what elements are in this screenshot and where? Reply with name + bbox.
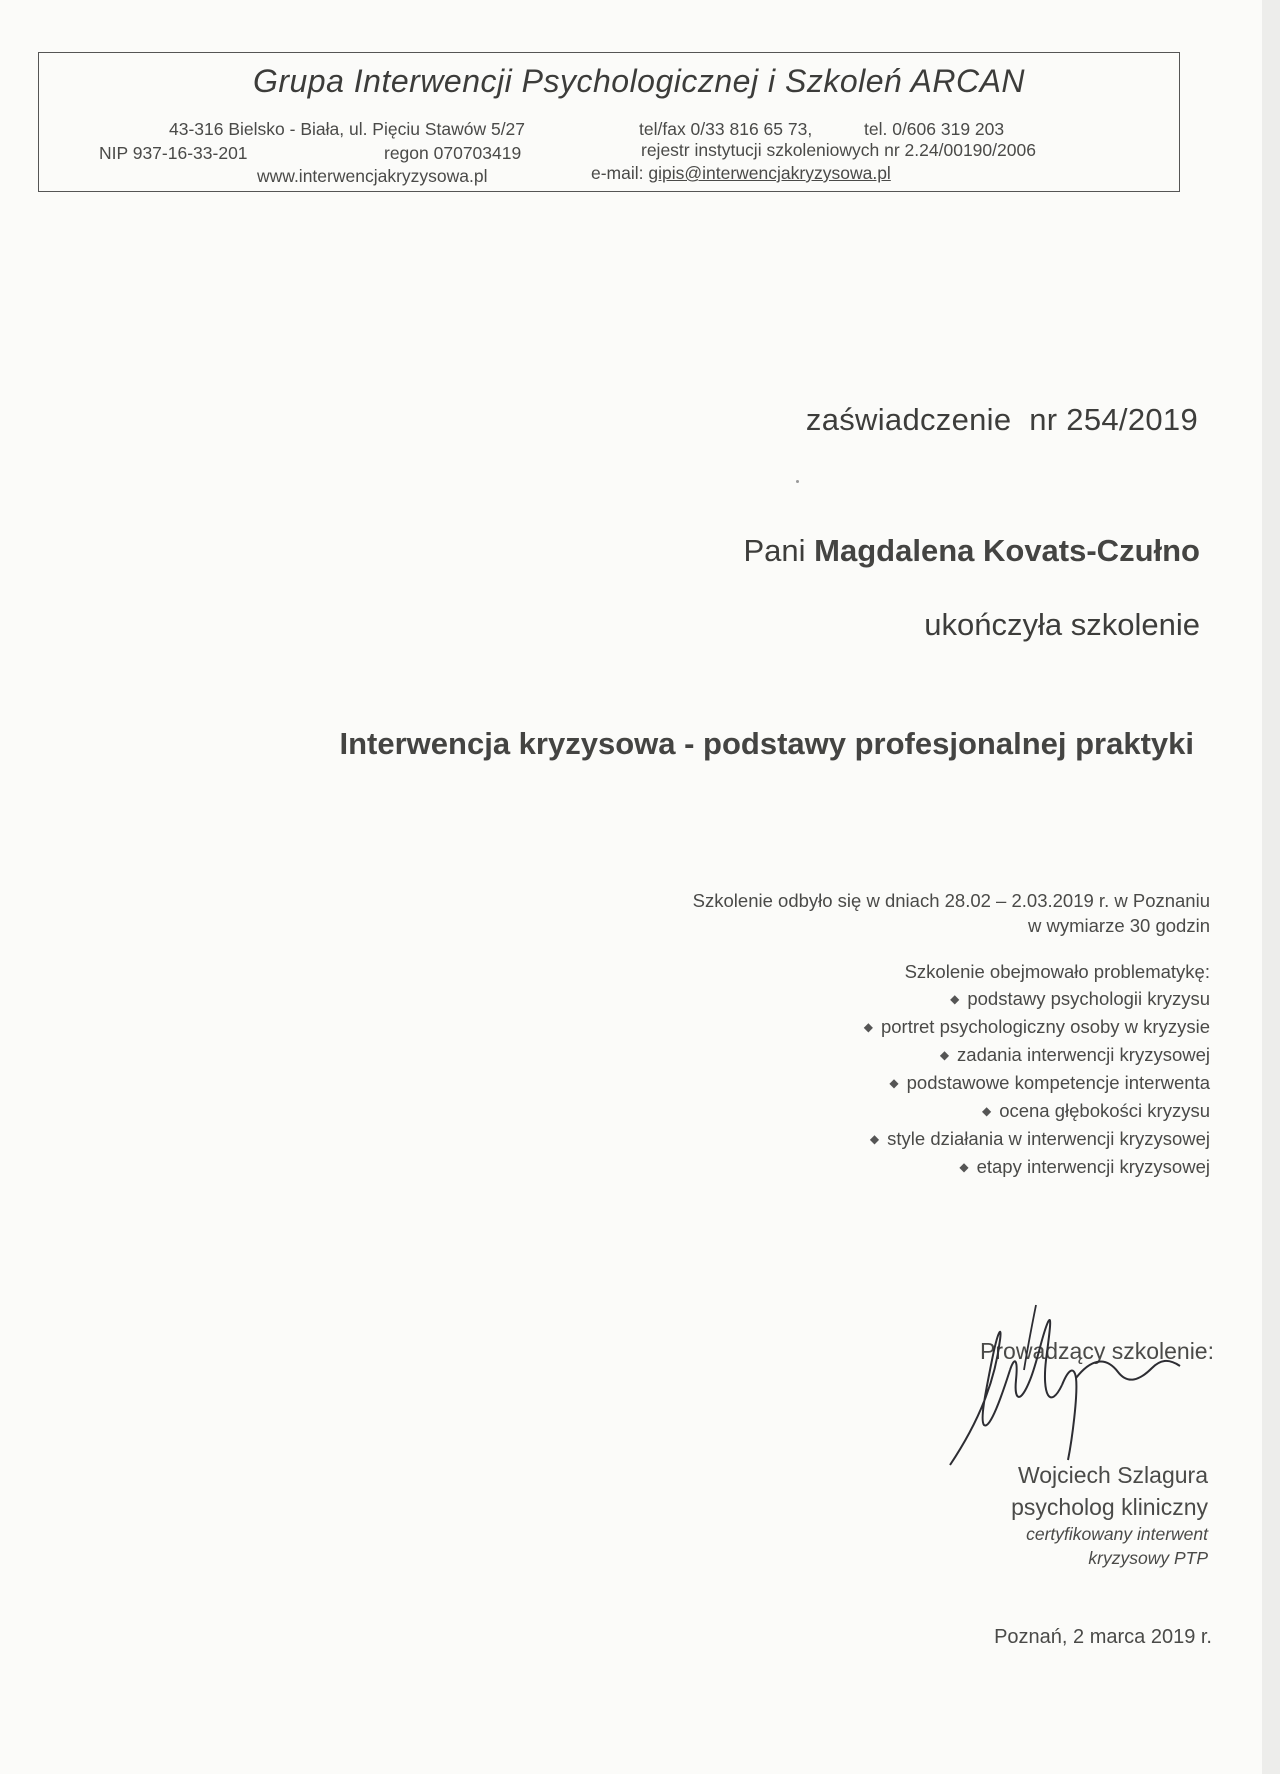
trainer-name: Wojciech Szlagura [1017, 1462, 1208, 1488]
letterhead-registry: rejestr instytucji szkoleniowych nr 2.24/00190/2006 [641, 140, 1036, 160]
organization-brand: ARCAN [910, 63, 1026, 99]
list-item [864, 1013, 1210, 1041]
list-item [864, 1153, 1210, 1181]
trainer-certification-line-1: certyfikowany interwent [1026, 1524, 1208, 1544]
diamond-bullet-icon: ◆ [959, 1160, 969, 1174]
letterhead-phone: tel. 0/606 319 203 [864, 119, 1005, 139]
diamond-bullet-icon: ◆ [889, 1076, 899, 1090]
email-label: e-mail: [591, 163, 649, 183]
organization-name-text: Grupa Interwencji Psychologicznej i Szkoleń [252, 63, 911, 99]
topic-text: zadania interwencji kryzysowej [957, 1044, 1210, 1065]
trainer-label: Prowadzący szkolenie: [980, 1338, 1214, 1364]
list-item [864, 985, 1210, 1013]
topic-text: podstawy psychologii kryzysu [967, 988, 1210, 1009]
course-hours: w wymiarze 30 godzin [1028, 915, 1210, 936]
salutation: Pani [743, 533, 815, 568]
diamond-bullet-icon: ◆ [869, 1132, 880, 1146]
place-and-date: Poznań, 2 marca 2019 r. [994, 1626, 1212, 1648]
topics-heading: Szkolenie obejmowało problematykę: [904, 961, 1210, 982]
letterhead-nip: NIP 937-16-33-201 [99, 143, 248, 163]
email-link[interactable]: gipis@interwencjakryzysowa.pl [648, 163, 891, 183]
list-item [864, 1041, 1210, 1069]
topics-list [864, 985, 1210, 1181]
topic-text: ocena głębokości kryzysu [999, 1100, 1210, 1121]
topic-text: portret psychologiczny osoby w kryzysie [880, 1016, 1210, 1037]
recipient-name: Magdalena Kovats-Czułno [814, 533, 1200, 568]
course-title: Interwencja kryzysowa - podstawy profesjonalnej praktyki [339, 726, 1194, 761]
list-item [864, 1069, 1210, 1097]
letterhead-telfax: tel/fax 0/33 816 65 73, [639, 119, 813, 139]
certificate-number: zaświadczenie nr 254/2019 [805, 402, 1198, 437]
paper-speck [796, 480, 799, 483]
topic-text: podstawowe kompetencje interwenta [906, 1072, 1210, 1093]
letterhead-address: 43-316 Bielsko - Biała, ul. Pięciu Stawów 5/27 [169, 119, 526, 139]
diamond-bullet-icon: ◆ [981, 1104, 992, 1118]
letterhead-regon: regon 070703419 [384, 143, 522, 163]
recipient-line [744, 533, 1201, 569]
topics-section [864, 958, 1210, 1181]
diamond-bullet-icon: ◆ [939, 1048, 950, 1062]
letterhead-website[interactable]: www.interwencjakryzysowa.pl [257, 166, 488, 186]
page-edge-shadow [1262, 0, 1280, 1774]
course-details [693, 888, 1210, 938]
letterhead-box [38, 52, 1180, 192]
handwritten-signature [940, 1300, 1210, 1470]
trainer-block [1011, 1458, 1208, 1570]
topic-text: etapy interwencji kryzysowej [976, 1156, 1210, 1177]
completion-statement: ukończyła szkolenie [924, 607, 1200, 642]
topic-text: style działania w interwencji kryzysowej [887, 1128, 1210, 1149]
trainer-role: psycholog kliniczny [1011, 1494, 1208, 1520]
course-dates: Szkolenie odbyło się w dniach 28.02 – 2.03.2019 r. w Poznaniu [692, 890, 1210, 911]
organization-name [39, 63, 1179, 100]
trainer-certification-line-2: kryzysowy PTP [1088, 1548, 1208, 1568]
diamond-bullet-icon: ◆ [950, 992, 960, 1006]
list-item [864, 1125, 1210, 1153]
letterhead-email [591, 163, 891, 184]
list-item [864, 1097, 1210, 1125]
diamond-bullet-icon: ◆ [863, 1020, 873, 1034]
